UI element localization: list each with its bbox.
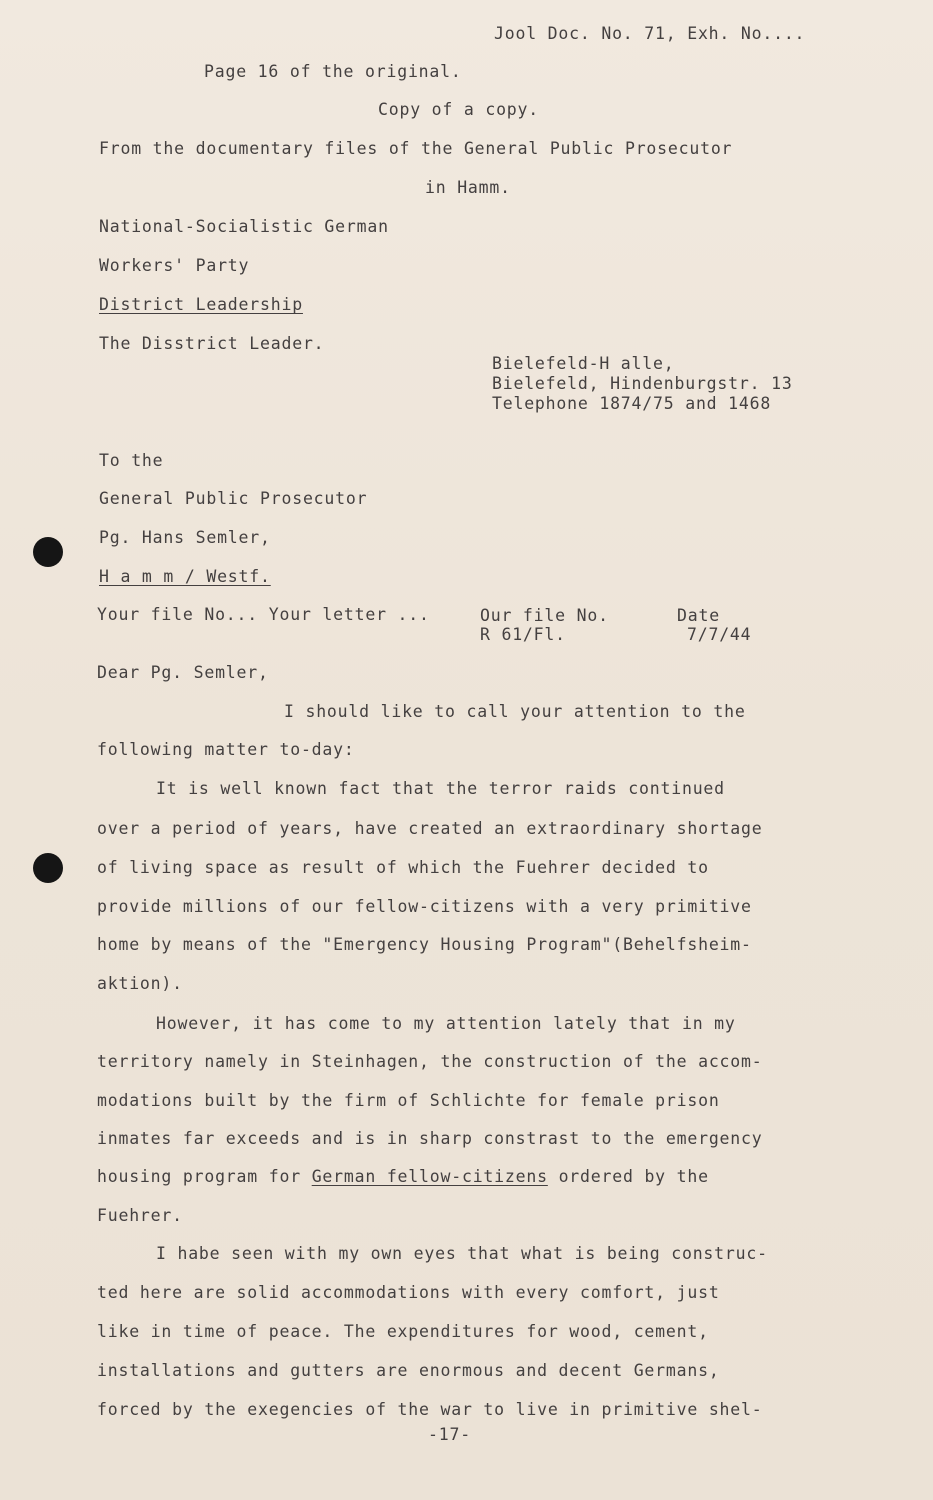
recipient-line-4: H a m m / Westf.: [99, 567, 271, 586]
address-line-2: Bielefeld, Hindenburgstr. 13: [492, 374, 793, 393]
sender-line-2: Workers' Party: [99, 256, 250, 275]
body-line: following matter to-day:: [97, 740, 355, 759]
body-line: It is well known fact that the terror raids continued: [156, 779, 725, 798]
body-line: ted here are solid accommodations with every comfort, just: [97, 1283, 720, 1302]
body-line: forced by the exegencies of the war to live in primitive shel-: [97, 1400, 763, 1419]
source-line-2: in Hamm.: [425, 178, 511, 197]
page-note: Page 16 of the original.: [204, 62, 462, 81]
copy-note: Copy of a copy.: [378, 100, 540, 119]
body-line: of living space as result of which the Fuehrer decided to: [97, 858, 709, 877]
body-line-segment: housing program for: [97, 1167, 312, 1186]
body-line: territory namely in Steinhagen, the construction of the accom-: [97, 1052, 763, 1071]
body-line: like in time of peace. The expenditures for wood, cement,: [97, 1322, 709, 1341]
underlined-phrase: German fellow-citizens: [311, 1167, 548, 1186]
body-line: modations built by the firm of Schlichte for female prison: [97, 1091, 720, 1110]
body-line-segment: ordered by the: [547, 1167, 709, 1186]
punch-hole-top: [33, 537, 63, 567]
recipient-line-2: General Public Prosecutor: [99, 489, 368, 508]
sender-line-4: The Disstrict Leader.: [99, 334, 325, 353]
body-line: provide millions of our fellow-citizens with a very primitive: [97, 897, 752, 916]
our-file-label: Our file No.: [480, 606, 609, 625]
punch-hole-bottom: [33, 853, 63, 883]
salutation: Dear Pg. Semler,: [97, 663, 269, 682]
page-number: -17-: [428, 1425, 471, 1444]
recipient-line-3: Pg. Hans Semler,: [99, 528, 271, 547]
our-file-value: R 61/Fl.: [480, 625, 566, 644]
body-line: inmates far exceeds and is in sharp constrast to the emergency: [97, 1129, 763, 1148]
body-line: I habe seen with my own eyes that what is being construc-: [156, 1244, 768, 1263]
body-line: over a period of years, have created an extraordinary shortage: [97, 819, 763, 838]
sender-line-3: District Leadership: [99, 295, 303, 314]
body-line: aktion).: [97, 974, 183, 993]
sender-line-1: National-Socialistic German: [99, 217, 389, 236]
header-reference: Jool Doc. No. 71, Exh. No....: [494, 24, 806, 43]
body-line: home by means of the "Emergency Housing Program"(Behelfsheim-: [97, 935, 752, 954]
body-line: installations and gutters are enormous and decent Germans,: [97, 1361, 720, 1380]
date-label: Date: [677, 606, 720, 625]
body-line: However, it has come to my attention lately that in my: [156, 1014, 736, 1033]
address-line-1: Bielefeld-H alle,: [492, 354, 675, 373]
your-reference: Your file No... Your letter ...: [97, 605, 430, 624]
date-value: 7/7/44: [687, 625, 752, 644]
address-line-3: Telephone 1874/75 and 1468: [492, 394, 772, 413]
source-line-1: From the documentary files of the General Public Prosecutor: [99, 139, 733, 158]
body-line: Fuehrer.: [97, 1206, 183, 1225]
body-line: I should like to call your attention to the: [284, 702, 746, 721]
body-line: [97, 1167, 709, 1187]
recipient-line-1: To the: [99, 451, 164, 470]
